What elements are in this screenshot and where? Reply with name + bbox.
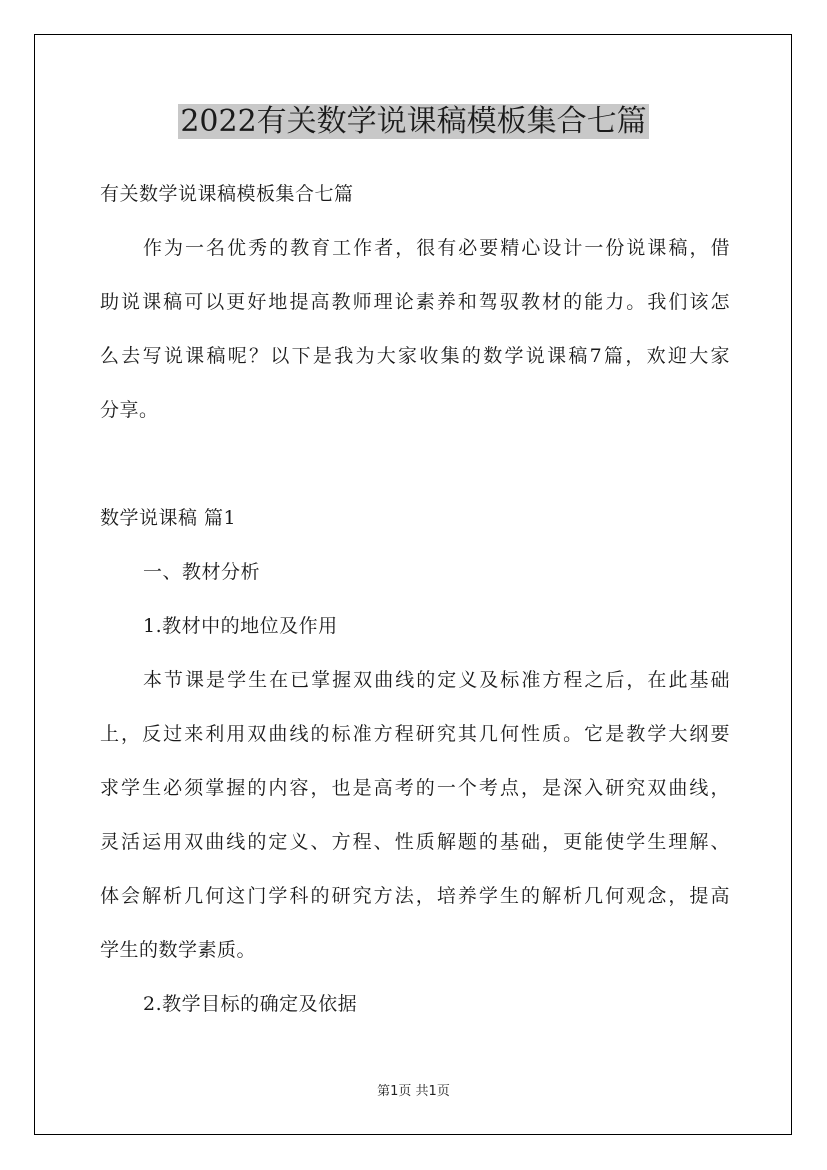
body-line: 灵活运用双曲线的定义、方程、性质解题的基础，更能使学生理解、 <box>100 831 730 853</box>
body-line: 上，反过来利用双曲线的标准方程研究其几何性质。它是教学大纲要 <box>100 723 730 745</box>
subheading: 一、教材分析 <box>143 561 261 583</box>
section-heading: 数学说课稿 篇1 <box>100 507 237 529</box>
body-line: 体会解析几何这门学科的研究方法，培养学生的解析几何观念，提高 <box>100 885 730 907</box>
intro-line: 助说课稿可以更好地提高教师理论素养和驾驭教材的能力。我们该怎 <box>100 291 730 313</box>
subheading: 2.教学目标的确定及依据 <box>143 993 358 1015</box>
body-line: 求学生必须掌握的内容，也是高考的一个考点，是深入研究双曲线， <box>100 777 730 799</box>
intro-line: 分享。 <box>100 399 159 421</box>
intro-line: 么去写说课稿呢？以下是我为大家收集的数学说课稿7篇，欢迎大家 <box>100 345 730 367</box>
body-line: 学生的数学素质。 <box>100 939 257 961</box>
body-line: 本节课是学生在已掌握双曲线的定义及标准方程之后，在此基础 <box>143 669 730 691</box>
document-title-text: 2022有关数学说课稿模板集合七篇 <box>180 104 647 139</box>
document-title <box>0 96 827 148</box>
intro-line: 作为一名优秀的教育工作者，很有必要精心设计一份说课稿，借 <box>143 237 730 259</box>
document-subtitle: 有关数学说课稿模板集合七篇 <box>100 183 354 205</box>
subheading: 1.教材中的地位及作用 <box>143 615 338 637</box>
page-footer: 第1页 共1页 <box>377 1084 450 1099</box>
